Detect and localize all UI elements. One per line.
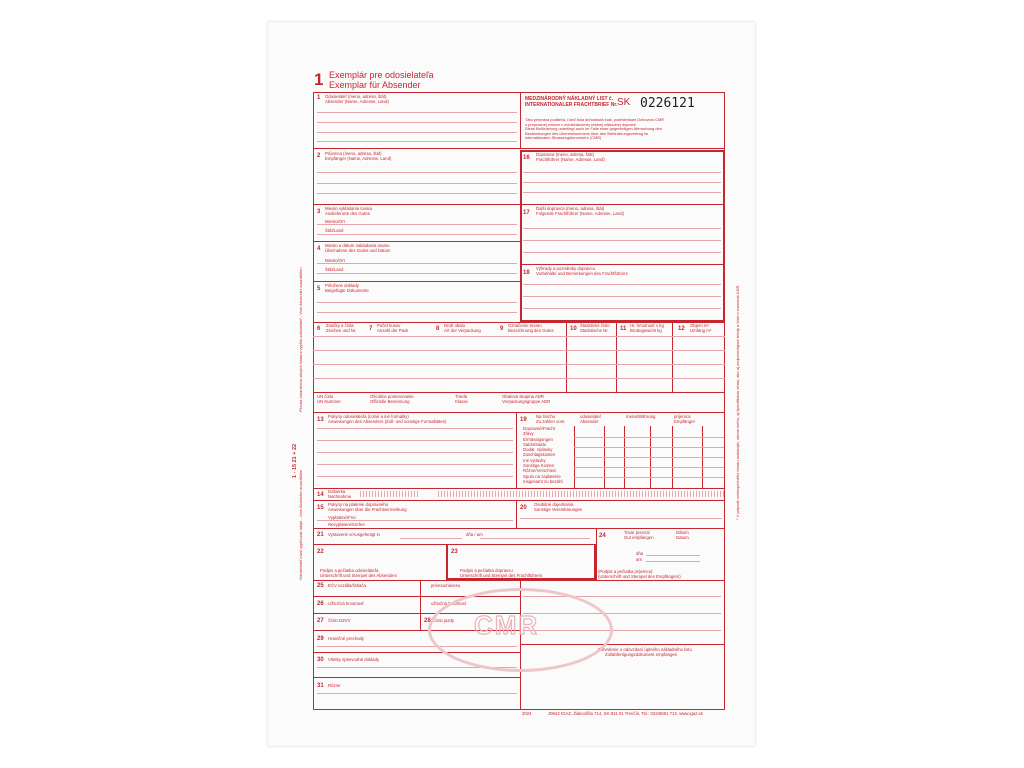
field-9-label-de: Bezeichnung des Gutes — [508, 328, 554, 333]
field-21-date: dňa / am — [466, 532, 483, 537]
field-5-number: 5 — [317, 286, 321, 292]
field-15-prepaid: Vyplatené/Frei — [328, 515, 356, 520]
field-18-label-de: Vorbehalte und Bemerkungen des Frachtführers — [536, 271, 628, 276]
field-10-label-sk: Štatistické číslo — [580, 323, 610, 328]
adr-name-sk: Oficiálne pomenovanie — [370, 394, 414, 399]
field-28-label: Číslo jazdy — [433, 618, 455, 623]
field-18-label-sk: Výhrady a poznámky dopravcu — [536, 266, 595, 271]
copy-title-de: Exemplar für Absender — [329, 80, 421, 90]
field-12-number: 12 — [678, 326, 685, 332]
confirm-sk: Potvrdenie o odovzdaní úplného nákladného listu — [598, 647, 692, 652]
field-20-number: 20 — [520, 505, 527, 511]
field-25-number: 25 — [317, 583, 324, 589]
field-1-number: 1 — [317, 95, 321, 101]
side-left-top: Plocha ohraničená silnými čiarami vypĺňa odosielateľ - Vom Absender auszufüllen — [298, 267, 303, 412]
field-17-label-de: Folgende Frachtführer (Name, Adresse, Land) — [536, 211, 624, 216]
field-8-label-sk: Druh obalu — [444, 323, 466, 328]
field-16-label-sk: Dopravca (meno, adresa, štát) — [536, 152, 595, 157]
doc-title — [525, 96, 617, 108]
field-3-number: 3 — [317, 209, 321, 215]
field-4-label-sk: Miesto a dátum nakladania tovaru — [325, 243, 390, 248]
field-19-label-de: Zu zahlen vom: — [536, 419, 566, 424]
field-26-extra: užitočná hmotnosť — [431, 601, 467, 606]
field-11-label-de: Bruttogewicht kg — [630, 328, 662, 333]
field-19-number: 19 — [520, 417, 527, 423]
adr-class-sk: Trieda — [455, 394, 468, 399]
doc-title-sk: MEDZINÁRODNÝ NÁKLADNÝ LIST č. — [525, 96, 614, 102]
side-left-bottom: Odosielateľ musí vyplňovať údaje - Vom Absender auszufüllen — [298, 469, 303, 580]
field-7-label-de: Anzahl der Pack — [377, 328, 409, 333]
pay-col-currency: mena/Währung — [626, 414, 656, 419]
field-19-label-sk: Na ťarchu — [536, 414, 556, 419]
field-13-label-de: Anweisungen des Absenders (Zoll- und sonstige Formalitäten) — [328, 419, 447, 424]
field-21-number: 21 — [317, 532, 324, 538]
pay-col-receiver: príjemca — [674, 414, 691, 419]
field-25-extra: prívesu/návesu — [431, 583, 461, 588]
field-22-label-de: Unterschrift und Stempel des Absenders — [320, 573, 397, 578]
field-3-country: Štát/Land — [325, 228, 344, 233]
field-24-date-de: Datum — [676, 535, 689, 540]
receiver-sign-de: (Unterschrift und Stempel des Empfängers) — [598, 574, 681, 579]
field-22-label-sk: Podpis a pečiatka odosielateľa — [320, 568, 379, 573]
confirm-de: Zollabfertigungsdokument empfangen — [605, 652, 678, 657]
field-27-number: 27 — [317, 618, 324, 624]
field-24-date-sk: Dátum — [676, 530, 689, 535]
field-4-number: 4 — [317, 246, 321, 252]
adr-pack-de: Verpackungsgruppe ADR — [502, 399, 551, 404]
field-1-label-sk: Odosielateľ (meno, adresa, štát) — [325, 94, 387, 99]
field-26-label: Užitočná hmotnosť — [328, 601, 365, 606]
doc-number: 0226121 — [640, 96, 695, 111]
copy-title — [329, 70, 434, 90]
field-15-number: 15 — [317, 505, 324, 511]
field-13-number: 13 — [317, 417, 324, 423]
field-15-label-sk: Pokyny na platenie dopravného — [328, 502, 389, 507]
side-left-range: 1 - 15 21 + 22 — [292, 443, 298, 478]
field-15-unpaid: Nevyplatené/Unfrei — [328, 522, 365, 527]
field-23-number: 23 — [451, 549, 458, 555]
field-30-label: Všetky sprievodné doklady — [328, 657, 380, 662]
field-7-number: 7 — [369, 326, 373, 332]
field-22-number: 22 — [317, 549, 324, 555]
field-3-place: Miesto/Ort — [325, 219, 345, 224]
doc-prefix: SK — [617, 97, 631, 108]
field-27-label: Číslo DZVV — [328, 618, 351, 623]
copy-title-sk: Exemplár pre odosielateľa — [329, 70, 434, 80]
cmr-stamp-text: CMR — [474, 610, 540, 640]
pay-col-sender-de: Absender — [580, 419, 599, 424]
field-31-number: 31 — [317, 683, 324, 689]
doc-title-de: INTERNATIONALER FRACHTBRIEF Nr. — [525, 102, 618, 108]
field-30-number: 30 — [317, 657, 324, 663]
field-20-label-de: Sonstige Vereinbarungen — [534, 507, 583, 512]
cmr-notice: Táto preprava podlieha, i keď bola dohodnutá inak, podmienkam Dohovoru CMR o prepravnej zmluve v medzinárodnej cestnej nákladnej doprave Diese Beförderung unterliegt auch im Falle einer gegenteiligen Abmachung den Bestimmungen des Übereinkommens über den Beförderungsvertrag im internationalen Strassengüterverkehr (CMR) — [525, 117, 665, 141]
field-5-label-de: Beigefügte Dokumente — [325, 288, 369, 293]
field-4-label-de: Übernahme des Gutes und Datum — [325, 248, 391, 253]
field-9-number: 9 — [500, 326, 504, 332]
side-right-note: * V prípade nebezpečného tovaru uvádzajte, okrem iného, aj špecifikáciu obalu, ako aj zodpovedajúce triedy a číslo v zozname ADR — [735, 285, 740, 520]
field-20-label-sk: Osobitné dojednania — [534, 502, 574, 507]
field-3-label-de: Auslieferorte des Gutes — [325, 211, 370, 216]
field-29-label: Hraničné prechody — [328, 636, 365, 641]
footer-publisher: J0642 IGAZ, Žiakovlíňa 714, SK-911 01 Trenčín, Tel.: 032/6581 712, www.igaz.sk — [548, 711, 703, 716]
field-4-country: Štát/Land — [325, 267, 344, 272]
copy-number: 1 — [314, 70, 324, 89]
field-4-place: Miesto/Ort — [325, 258, 345, 263]
footer-year: 2024 — [522, 711, 532, 716]
field-6-label-de: Zeichen und Nr. — [326, 328, 357, 333]
field-24-number: 24 — [599, 533, 606, 539]
field-17-number: 17 — [523, 210, 530, 216]
field-12-label-de: Umfang m³ — [690, 328, 712, 333]
field-17-label-sk: Ďalší dopravca (meno, adresa, štát) — [536, 206, 605, 211]
pay-col-receiver-de: Empfänger — [674, 419, 696, 424]
field-2-label-sk: Príjemca (meno, adresa, štát) — [325, 151, 382, 156]
adr-name-de: Offizielle Benennung — [370, 399, 410, 404]
field-26-number: 26 — [317, 601, 324, 607]
receiver-sign-sk: (Podpis a pečiatka príjemcu) — [598, 569, 653, 574]
field-12-label-sk: Objem m³ — [690, 323, 709, 328]
field-18-number: 18 — [523, 270, 530, 276]
field-6-label-sk: Značky a čísla — [326, 323, 354, 328]
field-15-label-de: Anweisungen über die Frachtvermerkung — [328, 507, 407, 512]
field-24-label-sk: Tovar prevzal — [624, 530, 650, 535]
field-14-number: 14 — [317, 492, 324, 498]
field-9-label-sk: Označenie tovaru — [508, 323, 542, 328]
field-10-label-de: Statistische Nr. — [580, 328, 609, 333]
field-6-number: 6 — [317, 326, 321, 332]
field-7-label-sk: Počet kusov — [377, 323, 401, 328]
field-24-label-de: Gut empfangen — [624, 535, 654, 540]
adr-pack-sk: Obalová skupina ADR — [502, 394, 545, 399]
adr-un-sk: UN číslo — [317, 394, 334, 399]
pay-col-sender: odosielateľ — [580, 414, 601, 419]
field-11-number: 11 — [620, 326, 627, 332]
pay-rows: Dopravné/Fracht Zľavy Ermässigungen Saldo/Saldo Dodat. výdavky Zuschlagskosten Iné výdavky Sonstige Kosten Rôzne/Verschied. Spolu na zaplatenie Insgesamt zu bezahl. — [523, 426, 564, 484]
field-25-label: EČV vozidla/ťahača — [328, 583, 366, 588]
field-11-label-sk: Hr. hmotnosť v kg — [630, 323, 664, 328]
field-24-am: am — [636, 557, 642, 562]
field-13-label-sk: Pokyny odosielateľa (colné a iné formality) — [328, 414, 409, 419]
field-23-label-de: Unterschrift und Stempel des Frachtführers — [460, 573, 543, 578]
field-16-label-de: Frachtführer (Name, Adresse, Land) — [536, 157, 605, 162]
field-2-number: 2 — [317, 153, 321, 159]
adr-class-de: Klasse — [455, 399, 468, 404]
field-10-number: 10 — [570, 326, 577, 332]
field-24-day: dňa — [636, 551, 644, 556]
field-21-label: Vystavené v/Ausgefertigt in — [328, 532, 380, 537]
field-8-number: 8 — [436, 326, 440, 332]
field-14-label-de: Nachnahme — [328, 494, 352, 499]
field-29-number: 29 — [317, 636, 324, 642]
field-1-label-de: Absender (Name, Adresse, Land) — [325, 99, 389, 104]
field-14-label-sk: Dobierka — [328, 489, 346, 494]
field-2-label-de: Empfänger (Name, Adresse, Land) — [325, 156, 392, 161]
field-23-label-sk: Podpis a pečiatka dopravcu — [460, 568, 513, 573]
field-28-number: 28 — [424, 618, 431, 624]
adr-un-de: UN Nummer — [317, 399, 341, 404]
field-5-label-sk: Priložené doklady — [325, 283, 359, 288]
field-3-label-sk: Miesto vykládania tovaru — [325, 206, 373, 211]
field-31-label: Rôzne — [328, 683, 341, 688]
field-8-label-de: Art der Verpackung — [444, 328, 481, 333]
field-16-number: 16 — [523, 155, 530, 161]
